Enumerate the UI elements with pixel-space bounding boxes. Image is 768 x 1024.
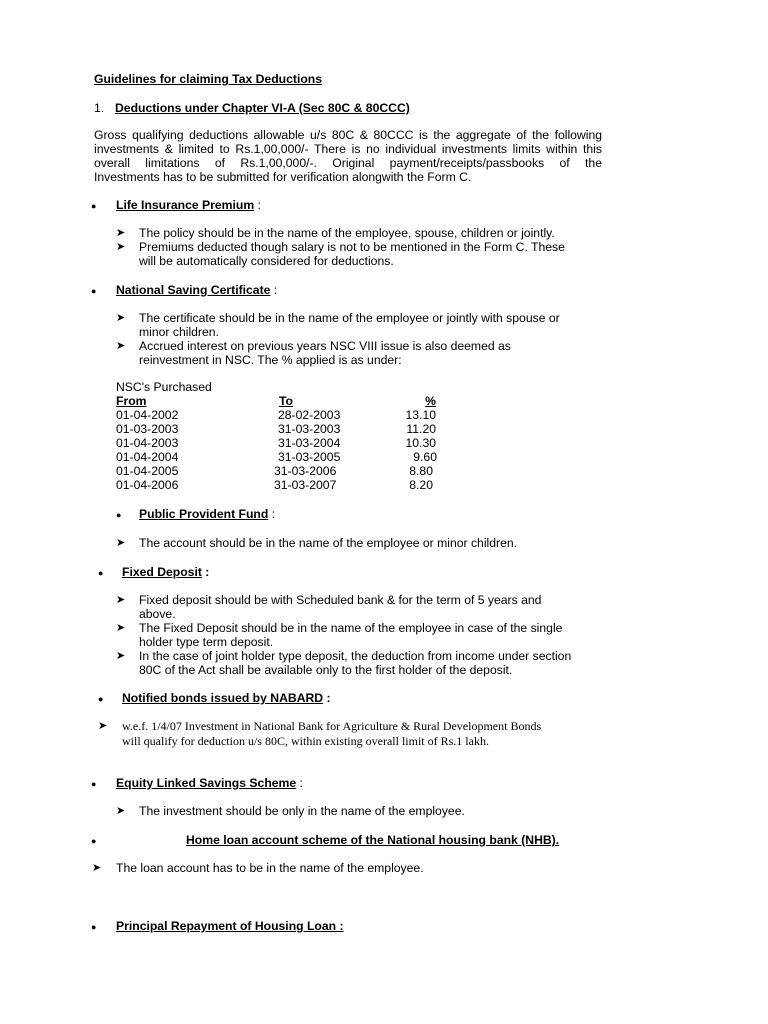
row-from: 01-04-2003 (116, 436, 179, 450)
row-from: 01-04-2005 (116, 464, 179, 478)
bullet-icon: ● (91, 836, 97, 846)
nsc-point-2-line-1: Accrued interest on previous years NSC VIII issue is also deemed as (139, 339, 511, 353)
section-heading: Deductions under Chapter VI-A (Sec 80C & 80CCC) (115, 101, 410, 115)
intro-line-3: overall limitations of Rs.1,00,000/-. Original payment/receipts/passbooks of the (94, 156, 602, 170)
arrow-bullet-icon: ➤ (116, 650, 126, 662)
nsc-heading: National Saving Certificate (116, 283, 271, 297)
row-to: 31-03-2003 (278, 422, 341, 436)
column-header-to: To (279, 394, 293, 408)
elss-heading: Equity Linked Savings Scheme (116, 776, 297, 790)
bullet-icon: ● (91, 201, 97, 211)
life-insurance-heading-line (116, 198, 261, 212)
row-percent: 13.10 (405, 408, 436, 422)
row-percent: 10.30 (405, 436, 436, 450)
row-to: 31-03-2005 (278, 450, 341, 464)
bullet-icon: ● (91, 286, 97, 296)
nabard-point-1-line-1: w.e.f. 1/4/07 Investment in National Bank for Agriculture & Rural Development Bonds (122, 719, 542, 733)
fixed-deposit-point-1-line-1: Fixed deposit should be with Scheduled bank & for the term of 5 years and (139, 593, 542, 607)
row-percent: 9.60 (413, 450, 437, 464)
bullet-icon: ● (91, 922, 97, 932)
row-from: 01-04-2004 (116, 450, 179, 464)
ppf-point-1: The account should be in the name of the employee or minor children. (139, 536, 518, 550)
fixed-deposit-heading: Fixed Deposit (122, 565, 202, 579)
column-header-from: From (116, 394, 147, 408)
heading-suffix: : (296, 776, 303, 790)
nhb-heading: Home loan account scheme of the National housing bank (NHB). (186, 833, 560, 847)
nsc-point-1-line-1: The certificate should be in the name of the employee or jointly with spouse or (139, 311, 560, 325)
arrow-bullet-icon: ➤ (116, 227, 126, 239)
intro-line-2: investments & limited to Rs.1,00,000/- There is no individual investments limits within this (94, 142, 602, 156)
column-header-percent: % (425, 394, 436, 408)
nabard-heading: Notified bonds issued by NABARD (122, 691, 324, 705)
life-insurance-point-2-line-2: will be automatically considered for deductions. (139, 254, 394, 268)
fixed-deposit-point-3-line-1: In the case of joint holder type deposit, the deduction from income under section (139, 649, 572, 663)
row-from: 01-04-2002 (116, 408, 179, 422)
life-insurance-heading: Life Insurance Premium (116, 198, 255, 212)
elss-point-1: The investment should be only in the name of the employee. (139, 804, 465, 818)
bullet-icon: ● (98, 568, 104, 578)
intro-line-4: Investments has to be submitted for verification alongwith the Form C. (94, 170, 472, 184)
heading-suffix: : (270, 283, 278, 297)
nsc-table-title: NSC's Purchased (116, 380, 212, 394)
arrow-bullet-icon: ➤ (116, 622, 126, 634)
row-percent: 8.20 (409, 478, 433, 492)
row-percent: 8.80 (409, 464, 433, 478)
nsc-point-1-line-2: minor children. (139, 325, 219, 339)
arrow-bullet-icon: ➤ (92, 862, 102, 874)
heading-suffix: : (201, 565, 210, 579)
bullet-icon: ● (91, 779, 97, 789)
fixed-deposit-point-2-line-1: The Fixed Deposit should be in the name of the employee in case of the single (139, 621, 563, 635)
arrow-bullet-icon: ➤ (116, 340, 126, 352)
nabard-heading-line (122, 691, 331, 705)
section-number: 1. (94, 101, 105, 115)
housing-loan-heading: Principal Repayment of Housing Loan : (116, 919, 344, 933)
heading-suffix: : (323, 691, 331, 705)
arrow-bullet-icon: ➤ (116, 312, 126, 324)
fixed-deposit-heading-line (122, 565, 209, 579)
row-percent: 11.20 (406, 422, 436, 436)
arrow-bullet-icon: ➤ (116, 241, 126, 253)
arrow-bullet-icon: ➤ (98, 720, 108, 732)
fixed-deposit-point-1-line-2: above. (139, 607, 176, 621)
row-to: 28-02-2003 (278, 408, 341, 422)
heading-suffix: : (254, 198, 261, 212)
life-insurance-point-2-line-1: Premiums deducted though salary is not to be mentioned in the Form C. These (139, 240, 565, 254)
nhb-point-1: The loan account has to be in the name of the employee. (116, 861, 424, 875)
ppf-heading-line (139, 507, 275, 521)
row-from: 01-04-2006 (116, 478, 179, 492)
nabard-point-1-line-2: will qualify for deduction u/s 80C, within existing overall limit of Rs.1 lakh. (122, 734, 489, 748)
bullet-icon: ● (98, 694, 104, 704)
row-from: 01-03-2003 (116, 422, 179, 436)
row-to: 31-03-2007 (274, 478, 337, 492)
fixed-deposit-point-3-line-2: 80C of the Act shall be available only to the first holder of the deposit. (139, 663, 513, 677)
nsc-point-2-line-2: reinvestment in NSC. The % applied is as under: (139, 353, 402, 367)
bullet-icon: ● (116, 510, 122, 520)
intro-line-1: Gross qualifying deductions allowable u/s 80C & 80CCC is the aggregate of the following (94, 128, 602, 142)
heading-suffix: : (268, 507, 276, 521)
ppf-heading: Public Provident Fund (139, 507, 269, 521)
life-insurance-point-1: The policy should be in the name of the employee, spouse, children or jointly. (139, 226, 555, 240)
fixed-deposit-point-2-line-2: holder type term deposit. (139, 635, 274, 649)
elss-heading-line (116, 776, 303, 790)
nsc-heading-line (116, 283, 277, 297)
arrow-bullet-icon: ➤ (116, 805, 126, 817)
page-title: Guidelines for claiming Tax Deductions (94, 72, 322, 86)
row-to: 31-03-2004 (278, 436, 341, 450)
arrow-bullet-icon: ➤ (116, 594, 126, 606)
arrow-bullet-icon: ➤ (116, 537, 126, 549)
row-to: 31-03-2006 (274, 464, 337, 478)
